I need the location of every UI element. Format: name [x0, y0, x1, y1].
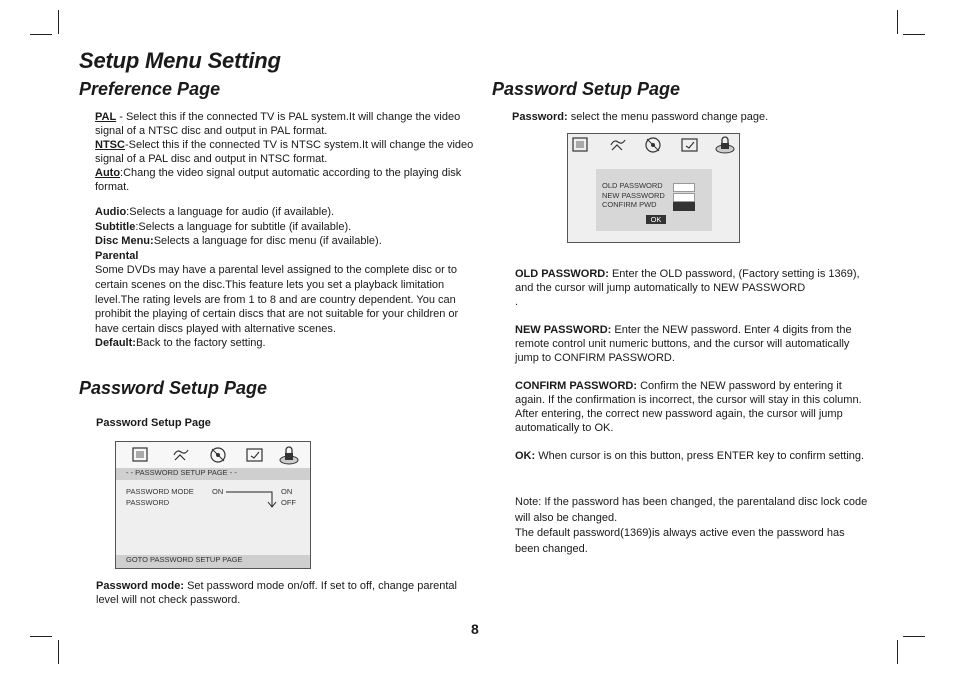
ok-term: OK: — [515, 450, 536, 462]
old-password-input[interactable] — [673, 183, 695, 192]
old-password-dot: . — [515, 296, 519, 308]
new-password-desc — [515, 323, 870, 365]
pal-label: PAL — [95, 111, 117, 123]
ntsc-text: -Select this if the connected TV is NTSC system.It will change the video signal of a PAL disc and output in NTSC format. — [95, 139, 474, 165]
screen-iconbar — [116, 442, 310, 468]
pal-text: - Select this if the connected TV is PAL system.It will change the video signal of a NTSC disc and output in PAL format. — [95, 111, 461, 137]
auto-text: :Chang the video signal output automatic according to the playing disk format. — [95, 167, 462, 193]
page-number: 8 — [471, 621, 479, 637]
password-intro — [512, 110, 862, 124]
option-on[interactable]: ON — [281, 487, 293, 496]
confirm-password-desc — [515, 379, 870, 435]
new-password-text: Enter the NEW password. Enter 4 digits from the remote control unit numeric buttons, and the cursor will automatically jump to CONFIRM PASSWORD. — [515, 324, 852, 364]
ntsc-label: NTSC — [95, 139, 125, 151]
preference-text — [95, 110, 475, 194]
old-password-text: Enter the OLD password, (Factory setting is 1369), and the cursor will jump automatically to NEW PASSWORD — [515, 268, 860, 294]
preference-check-icon — [681, 138, 699, 152]
old-password-term: OLD PASSWORD: — [515, 268, 609, 280]
audio-label: Audio — [95, 206, 127, 218]
confirm-pwd-label: CONFIRM PWD — [602, 200, 657, 209]
password-mode-label: PASSWORD MODE — [126, 487, 194, 496]
crop-mark — [903, 34, 925, 35]
parental-label: Parental — [95, 249, 139, 262]
arrow-down-icon — [226, 489, 278, 509]
lock-icon — [278, 444, 300, 466]
default-label: Default: — [95, 337, 136, 350]
lock-icon — [714, 135, 736, 155]
screen-header: - - PASSWORD SETUP PAGE - - — [116, 468, 310, 480]
page-title: Setup Menu Setting — [79, 48, 281, 73]
ok-desc — [515, 449, 870, 463]
setup-monitor-icon — [572, 137, 590, 153]
screen-footer: GOTO PASSWORD SETUP PAGE — [116, 555, 310, 568]
new-password-term: NEW PASSWORD: — [515, 324, 612, 336]
crop-mark — [30, 34, 52, 35]
confirm-password-text: Confirm the NEW password by entering it again. If the confirmation is incorrect, the cursor will stay in this column. After entering, the correct new password again, the cursor will jump automatically to OK. — [515, 380, 862, 434]
note-2: The default password(1369)is always active even the password has been changed. — [515, 527, 845, 555]
password-label: PASSWORD — [126, 498, 170, 507]
new-password-input[interactable] — [673, 193, 695, 202]
ok-text: When cursor is on this button, press ENTER key to confirm setting. — [535, 450, 865, 462]
video-reel-icon — [644, 136, 662, 154]
password-setup-screen — [115, 441, 311, 569]
preference-heading: Preference Page — [79, 79, 221, 99]
crop-mark — [30, 636, 52, 637]
ok-button[interactable]: OK — [646, 215, 666, 224]
subtitle-text: :Selects a language for subtitle (if available). — [135, 220, 352, 233]
password-mode-value: ON — [212, 487, 224, 496]
confirm-password-term: CONFIRM PASSWORD: — [515, 380, 638, 392]
setup-monitor-icon — [132, 446, 150, 464]
audio-text: :Selects a language for audio (if available). — [126, 206, 335, 218]
discmenu-text: Selects a language for disc menu (if available). — [153, 235, 382, 248]
default-text: Back to the factory setting. — [135, 337, 266, 350]
new-password-label: NEW PASSWORD — [602, 191, 665, 200]
crop-mark — [58, 10, 59, 34]
password-heading-left: Password Setup Page — [79, 378, 268, 398]
crop-mark — [897, 10, 898, 34]
password-mode-label-text: Password mode: — [96, 580, 185, 592]
audio-icon — [171, 446, 191, 464]
crop-mark — [897, 640, 898, 664]
subtitle-label: Subtitle — [95, 220, 136, 233]
old-password-label: OLD PASSWORD — [602, 181, 663, 190]
crop-mark — [903, 636, 925, 637]
password-dialog — [596, 169, 712, 231]
option-off[interactable]: OFF — [281, 498, 296, 507]
password-mode-desc — [96, 579, 466, 607]
audio-icon — [608, 137, 628, 153]
old-password-desc — [515, 267, 870, 309]
note-1: Note: If the password has been changed, the parentaland disc lock code will also be changed. — [515, 496, 868, 524]
password-change-screen — [567, 133, 740, 243]
password-intro-text: select the menu password change page. — [567, 111, 769, 123]
preference-options — [95, 205, 475, 351]
password-subheading: Password Setup Page — [96, 417, 211, 429]
password-heading-right: Password Setup Page — [492, 79, 681, 99]
password-mode-text: Set password mode on/off. If set to off, change parental level will not check password. — [96, 580, 457, 606]
parental-text: Some DVDs may have a parental level assigned to the complete disc or to certain scenes on the disc.This feature lets you set a playback limitation level.The rating levels are from 1 to 8 and are country dependent. You can prohibit the playing of certain discs that are not suitable for your children or have certain discs played with alternative scenes. — [95, 264, 459, 335]
preference-check-icon — [246, 447, 264, 463]
note-block — [515, 495, 870, 557]
crop-mark — [58, 640, 59, 664]
password-intro-label: Password: — [512, 111, 568, 123]
discmenu-label: Disc Menu: — [95, 235, 154, 248]
video-reel-icon — [208, 445, 228, 465]
confirm-pwd-input[interactable] — [673, 202, 695, 211]
auto-label: Auto — [95, 167, 121, 179]
